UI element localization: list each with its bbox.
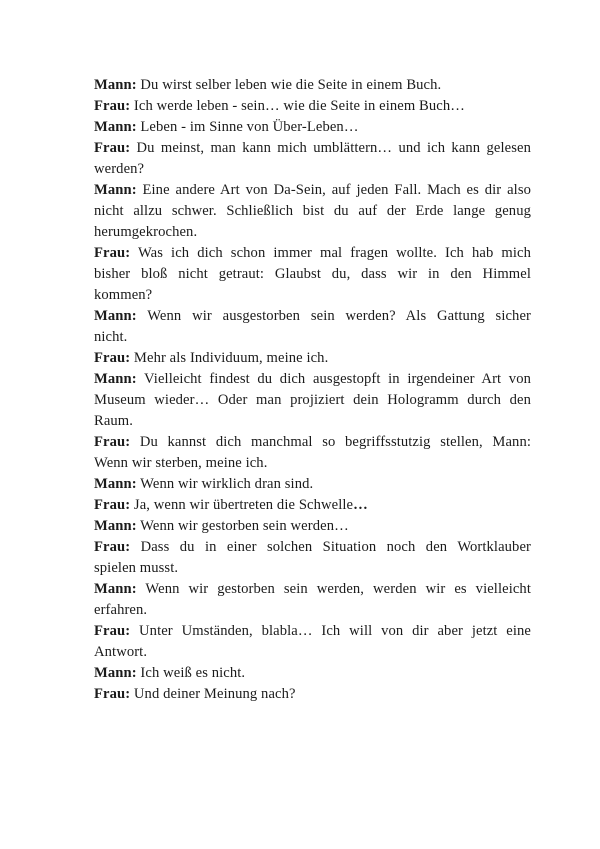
dialogue-line [94, 684, 531, 705]
dialogue-line [94, 75, 531, 96]
speaker-label: Frau: [94, 245, 131, 261]
speaker-label: Mann: [94, 119, 137, 135]
dialogue-line [94, 600, 531, 621]
speaker-label: Mann: [94, 665, 137, 681]
dialogue-line [94, 663, 531, 684]
dialogue-line-text: nicht allzu schwer. Schließlich bist du auf der Erde lange genug [94, 203, 531, 219]
dialogue-line-text: erfahren. [94, 602, 148, 618]
dialogue-line-text: Du wirst selber leben wie die Seite in einem Buch. [140, 77, 442, 93]
dialogue-line-text: Ja, wenn wir übertreten die Schwelle [133, 497, 354, 513]
dialogue-line [94, 390, 531, 411]
dialogue-line [94, 495, 531, 516]
dialogue-line [94, 264, 531, 285]
dialogue-line [94, 537, 531, 558]
dialogue-line [94, 558, 531, 579]
dialogue-line [94, 285, 531, 306]
speaker-label: Frau: [94, 350, 131, 366]
dialogue-line-text: kommen? [94, 287, 153, 303]
dialogue-line [94, 348, 531, 369]
dialogue-line [94, 201, 531, 222]
dialogue-line [94, 222, 531, 243]
dialogue-line-text: Wenn wir gestorben sein werden, werden wir es vielleicht [145, 581, 531, 597]
speaker-label: Mann: [94, 308, 137, 324]
dialogue-line-text: Vielleicht findest du dich ausgestopft in irgendeiner Art von [144, 371, 531, 387]
dialogue-line [94, 96, 531, 117]
dialogue-line [94, 180, 531, 201]
dialogue-line [94, 516, 531, 537]
dialogue-line-text: Du meinst, man kann mich umblättern… und ich kann gelesen [136, 140, 531, 156]
speaker-label: Frau: [94, 497, 131, 513]
dialogue-line [94, 243, 531, 264]
dialogue-line-text: Unter Umständen, blabla… Ich will von dir aber jetzt eine [139, 623, 532, 639]
dialogue-line-text: Leben - im Sinne von Über-Leben… [140, 119, 359, 135]
speaker-label: Frau: [94, 539, 131, 555]
dialogue-line-text: Wenn wir ausgestorben sein werden? Als Gattung sicher [147, 308, 531, 324]
dialogue-line-text: Ich weiß es nicht. [140, 665, 246, 681]
dialogue-line-text: Dass du in einer solchen Situation noch den Wortklauber [140, 539, 531, 555]
dialogue-line [94, 369, 531, 390]
speaker-label: Frau: [94, 686, 131, 702]
dialogue-line-text: Eine andere Art von Da-Sein, auf jeden Fall. Mach es dir also [142, 182, 531, 198]
speaker-label: Mann: [94, 182, 137, 198]
speaker-label: Mann: [94, 518, 137, 534]
speaker-label: Mann: [94, 476, 137, 492]
dialogue-block [94, 75, 531, 705]
dialogue-line-text: Wenn wir gestorben sein werden… [140, 518, 349, 534]
dialogue-line-text: bisher bloß nicht getraut: Glaubst du, dass wir in den Himmel [94, 266, 531, 282]
dialogue-line [94, 117, 531, 138]
speaker-label: Frau: [94, 98, 131, 114]
dialogue-line-text: herumgekrochen. [94, 224, 198, 240]
dialogue-line [94, 432, 531, 453]
dialogue-line-text: Wenn wir sterben, meine ich. [94, 455, 268, 471]
speaker-label: Mann: [94, 371, 137, 387]
dialogue-line [94, 159, 531, 180]
dialogue-line-text: nicht. [94, 329, 128, 345]
dialogue-line-text: Antwort. [94, 644, 148, 660]
dialogue-line-text: spielen musst. [94, 560, 179, 576]
dialogue-line [94, 411, 531, 432]
speaker-label: Mann: [94, 77, 137, 93]
speaker-label: Frau: [94, 434, 131, 450]
dialogue-line [94, 453, 531, 474]
dialogue-line [94, 306, 531, 327]
dialogue-line-text: Mehr als Individuum, meine ich. [133, 350, 329, 366]
dialogue-line-text: Und deiner Meinung nach? [133, 686, 296, 702]
dialogue-line [94, 579, 531, 600]
bold-ellipsis: … [353, 497, 368, 513]
dialogue-line [94, 474, 531, 495]
dialogue-line [94, 642, 531, 663]
dialogue-line [94, 327, 531, 348]
dialogue-line-text: Wenn wir wirklich dran sind. [140, 476, 314, 492]
dialogue-line [94, 138, 531, 159]
dialogue-line-text: Was ich dich schon immer mal fragen wollte. Ich hab mich [137, 245, 531, 261]
speaker-label: Frau: [94, 623, 131, 639]
dialogue-line-text: Museum wieder… Oder man projiziert dein Hologramm durch den [94, 392, 531, 408]
dialogue-line [94, 621, 531, 642]
dialogue-line-text: Du kannst dich manchmal so begriffsstutzig stellen, Mann: [139, 434, 531, 450]
speaker-label: Frau: [94, 140, 131, 156]
dialogue-line-text: Raum. [94, 413, 134, 429]
speaker-label: Mann: [94, 581, 137, 597]
dialogue-line-text: Ich werde leben - sein… wie die Seite in einem Buch… [133, 98, 465, 114]
dialogue-line-text: werden? [94, 161, 145, 177]
